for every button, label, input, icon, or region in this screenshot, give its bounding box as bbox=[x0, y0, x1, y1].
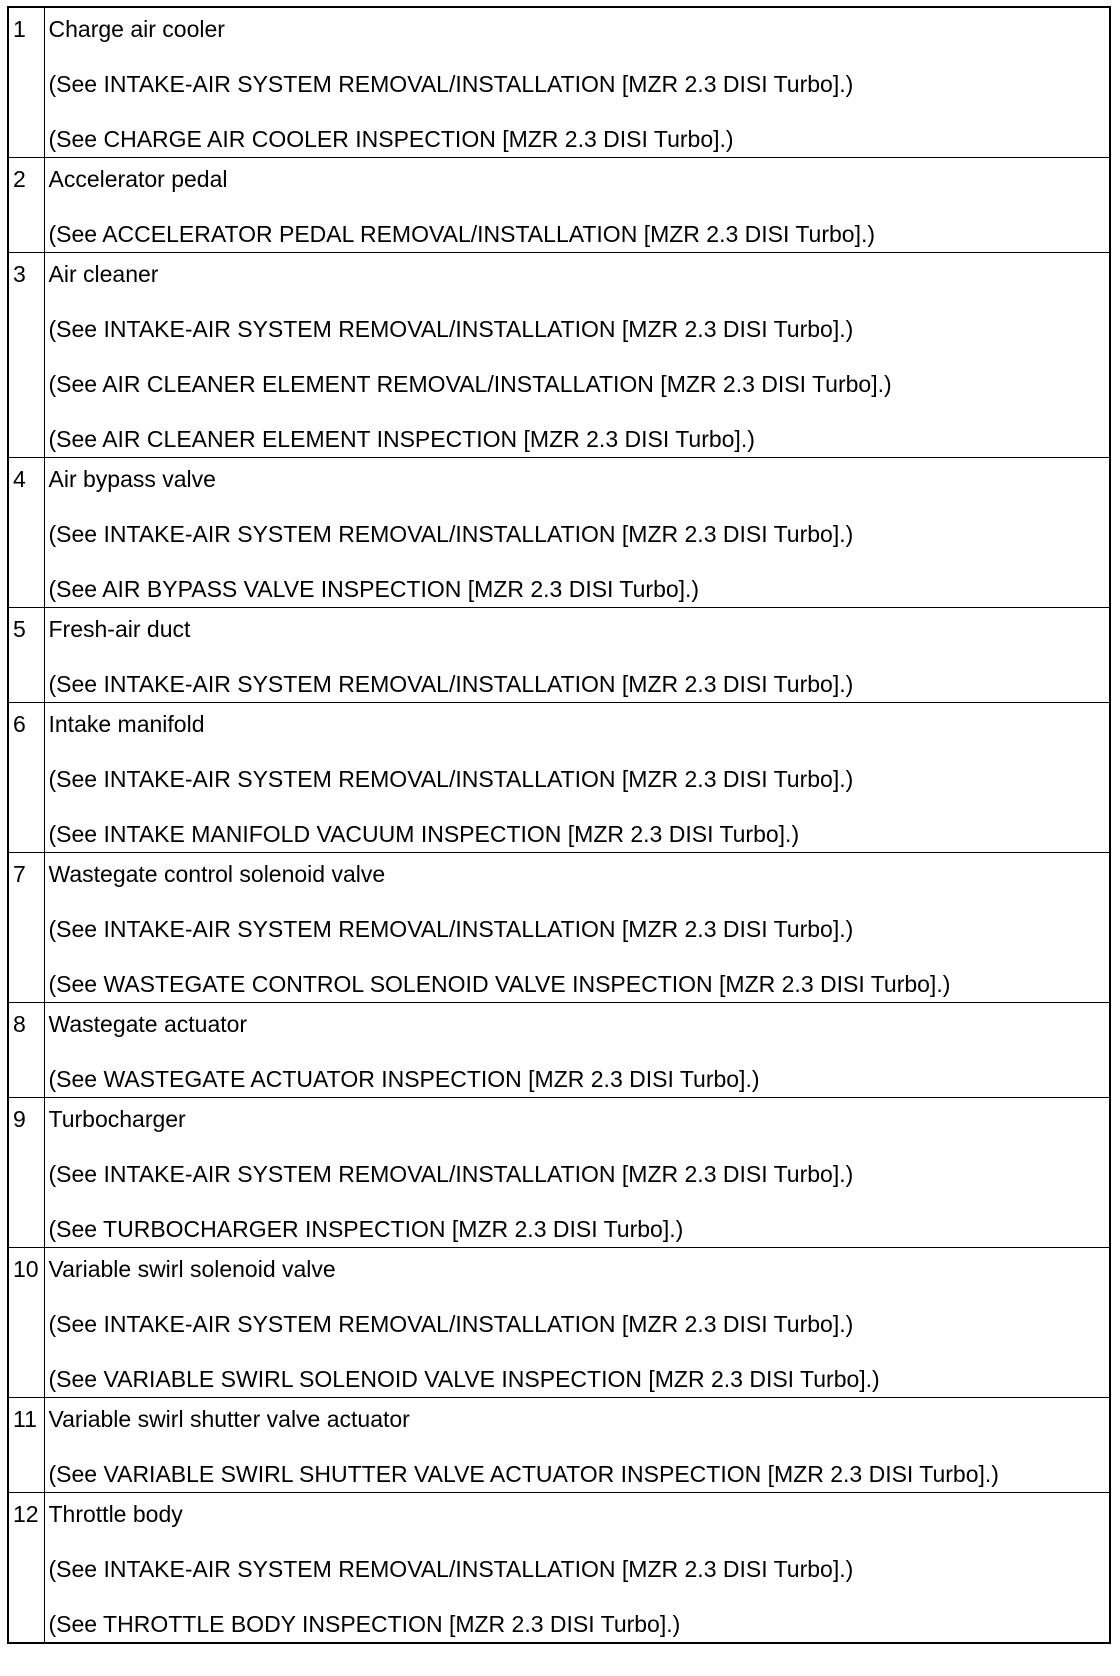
reference-link[interactable]: (See INTAKE MANIFOLD VACUUM INSPECTION [MZR 2.3 DISI Turbo].) bbox=[48, 821, 800, 847]
reference-link[interactable]: (See ACCELERATOR PEDAL REMOVAL/INSTALLATION [MZR 2.3 DISI Turbo].) bbox=[48, 221, 876, 247]
part-number: 1 bbox=[8, 7, 44, 158]
table-row-1 bbox=[8, 7, 1110, 158]
reference-list bbox=[49, 1459, 1110, 1489]
table-row-12 bbox=[8, 1493, 1110, 1644]
table-row-8 bbox=[8, 1003, 1110, 1098]
part-number: 11 bbox=[8, 1398, 44, 1493]
reference-link[interactable]: (See INTAKE-AIR SYSTEM REMOVAL/INSTALLATION [MZR 2.3 DISI Turbo].) bbox=[48, 766, 854, 792]
table-row-5 bbox=[8, 608, 1110, 703]
reference-link[interactable]: (See AIR CLEANER ELEMENT REMOVAL/INSTALLATION [MZR 2.3 DISI Turbo].) bbox=[48, 371, 892, 397]
reference-list bbox=[49, 669, 1110, 699]
table-row-7 bbox=[8, 853, 1110, 1003]
part-number: 4 bbox=[8, 458, 44, 608]
part-name: Variable swirl solenoid valve bbox=[48, 1256, 336, 1282]
reference-link[interactable]: (See INTAKE-AIR SYSTEM REMOVAL/INSTALLATION [MZR 2.3 DISI Turbo].) bbox=[48, 1161, 854, 1187]
reference-link[interactable]: (See INTAKE-AIR SYSTEM REMOVAL/INSTALLATION [MZR 2.3 DISI Turbo].) bbox=[48, 1311, 854, 1337]
reference-list bbox=[49, 314, 1110, 454]
part-number: 5 bbox=[8, 608, 44, 703]
part-details bbox=[44, 253, 1110, 458]
table-row-3 bbox=[8, 253, 1110, 458]
part-name: Throttle body bbox=[48, 1501, 183, 1527]
reference-list bbox=[49, 1159, 1110, 1244]
table-row-6 bbox=[8, 703, 1110, 853]
part-number: 9 bbox=[8, 1098, 44, 1248]
table-row-11 bbox=[8, 1398, 1110, 1493]
reference-list bbox=[49, 1554, 1110, 1639]
reference-link[interactable]: (See INTAKE-AIR SYSTEM REMOVAL/INSTALLATION [MZR 2.3 DISI Turbo].) bbox=[48, 671, 854, 697]
reference-list bbox=[49, 1064, 1110, 1094]
table-row-2 bbox=[8, 158, 1110, 253]
reference-list bbox=[49, 914, 1110, 999]
part-details bbox=[44, 1493, 1110, 1644]
part-number: 7 bbox=[8, 853, 44, 1003]
part-name: Wastegate actuator bbox=[48, 1011, 248, 1037]
table-row-9 bbox=[8, 1098, 1110, 1248]
reference-list bbox=[49, 764, 1110, 849]
table-row-10 bbox=[8, 1248, 1110, 1398]
part-name: Fresh-air duct bbox=[48, 616, 191, 642]
part-details bbox=[44, 1098, 1110, 1248]
reference-link[interactable]: (See THROTTLE BODY INSPECTION [MZR 2.3 DISI Turbo].) bbox=[48, 1611, 681, 1637]
reference-list bbox=[49, 519, 1110, 604]
parts-table-body bbox=[8, 7, 1110, 1643]
part-details bbox=[44, 458, 1110, 608]
reference-link[interactable]: (See AIR CLEANER ELEMENT INSPECTION [MZR 2.3 DISI Turbo].) bbox=[48, 426, 755, 452]
part-name: Air cleaner bbox=[48, 261, 159, 287]
part-details bbox=[44, 1248, 1110, 1398]
part-details bbox=[44, 853, 1110, 1003]
reference-link[interactable]: (See INTAKE-AIR SYSTEM REMOVAL/INSTALLATION [MZR 2.3 DISI Turbo].) bbox=[48, 916, 854, 942]
reference-link[interactable]: (See TURBOCHARGER INSPECTION [MZR 2.3 DISI Turbo].) bbox=[48, 1216, 684, 1242]
part-name: Variable swirl shutter valve actuator bbox=[48, 1406, 410, 1432]
part-name: Accelerator pedal bbox=[48, 166, 228, 192]
reference-link[interactable]: (See VARIABLE SWIRL SOLENOID VALVE INSPECTION [MZR 2.3 DISI Turbo].) bbox=[48, 1366, 880, 1392]
reference-list bbox=[49, 1309, 1110, 1394]
reference-link[interactable]: (See AIR BYPASS VALVE INSPECTION [MZR 2.3 DISI Turbo].) bbox=[48, 576, 700, 602]
part-number: 10 bbox=[8, 1248, 44, 1398]
reference-list bbox=[49, 219, 1110, 249]
reference-link[interactable]: (See VARIABLE SWIRL SHUTTER VALVE ACTUATOR INSPECTION [MZR 2.3 DISI Turbo].) bbox=[48, 1461, 999, 1487]
part-details bbox=[44, 158, 1110, 253]
reference-link[interactable]: (See INTAKE-AIR SYSTEM REMOVAL/INSTALLATION [MZR 2.3 DISI Turbo].) bbox=[48, 316, 854, 342]
reference-link[interactable]: (See INTAKE-AIR SYSTEM REMOVAL/INSTALLATION [MZR 2.3 DISI Turbo].) bbox=[48, 71, 854, 97]
part-number: 6 bbox=[8, 703, 44, 853]
reference-link[interactable]: (See WASTEGATE ACTUATOR INSPECTION [MZR 2.3 DISI Turbo].) bbox=[48, 1066, 760, 1092]
table-row-4 bbox=[8, 458, 1110, 608]
part-name: Turbocharger bbox=[48, 1106, 186, 1132]
part-details bbox=[44, 703, 1110, 853]
reference-link[interactable]: (See CHARGE AIR COOLER INSPECTION [MZR 2.3 DISI Turbo].) bbox=[48, 126, 734, 152]
part-name: Air bypass valve bbox=[48, 466, 216, 492]
reference-list bbox=[49, 69, 1110, 154]
part-number: 3 bbox=[8, 253, 44, 458]
reference-link[interactable]: (See INTAKE-AIR SYSTEM REMOVAL/INSTALLATION [MZR 2.3 DISI Turbo].) bbox=[48, 1556, 854, 1582]
part-details bbox=[44, 7, 1110, 158]
parts-table bbox=[7, 6, 1111, 1644]
part-number: 2 bbox=[8, 158, 44, 253]
part-name: Intake manifold bbox=[48, 711, 205, 737]
part-name: Charge air cooler bbox=[48, 16, 225, 42]
part-name: Wastegate control solenoid valve bbox=[48, 861, 386, 887]
reference-link[interactable]: (See INTAKE-AIR SYSTEM REMOVAL/INSTALLATION [MZR 2.3 DISI Turbo].) bbox=[48, 521, 854, 547]
part-details bbox=[44, 608, 1110, 703]
part-details bbox=[44, 1398, 1110, 1493]
part-number: 12 bbox=[8, 1493, 44, 1644]
part-number: 8 bbox=[8, 1003, 44, 1098]
reference-link[interactable]: (See WASTEGATE CONTROL SOLENOID VALVE INSPECTION [MZR 2.3 DISI Turbo].) bbox=[48, 971, 951, 997]
part-details bbox=[44, 1003, 1110, 1098]
